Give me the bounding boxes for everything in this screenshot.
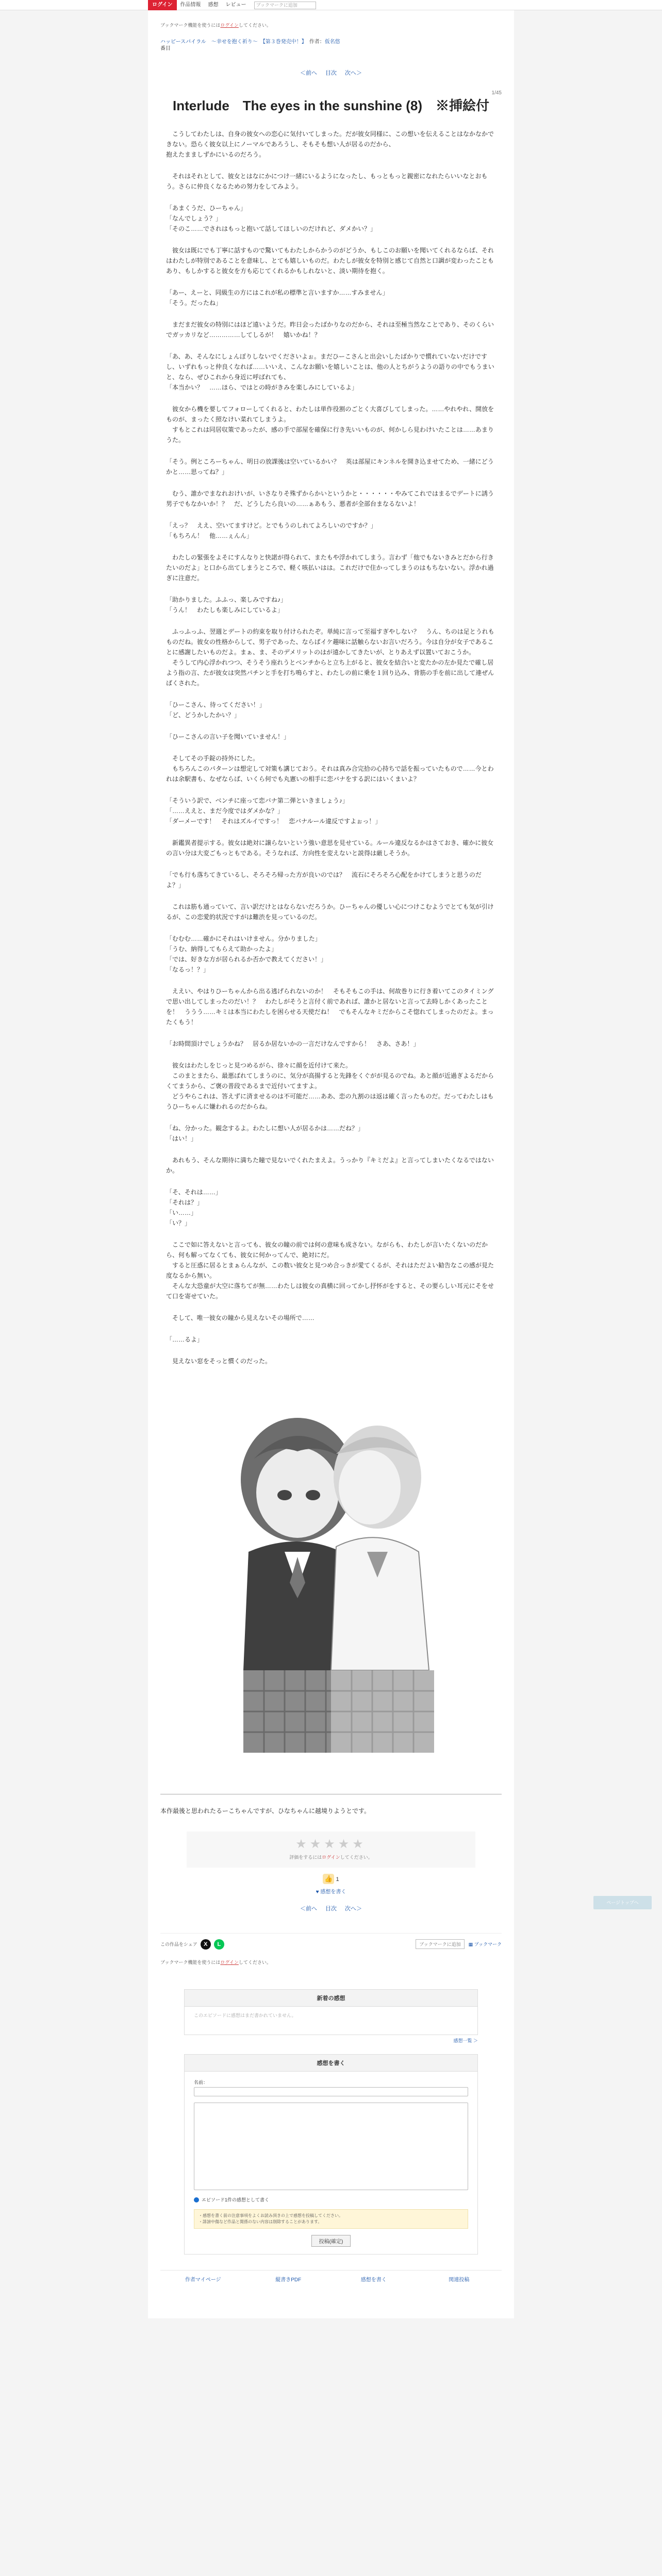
bookmark-add-button[interactable]: ブックマークに追加 xyxy=(254,2,316,9)
novel-paragraph xyxy=(166,986,496,1027)
novel-line: 「そう。だったね」 xyxy=(166,299,222,307)
novel-paragraph xyxy=(166,1356,496,1366)
novel-paragraph xyxy=(166,1240,496,1301)
write-impression-box xyxy=(184,2054,478,2255)
illustration-image xyxy=(212,1382,450,1758)
x-share-icon[interactable]: X xyxy=(201,1939,211,1950)
episode-checkbox[interactable]: エピソード1件の感想として書く xyxy=(194,2196,468,2203)
rating-box xyxy=(187,1832,475,1868)
write-impression-title: 感想を書く xyxy=(185,2055,477,2072)
login-message: ブックマーク機能を使うにはログインしてください。 xyxy=(160,23,271,28)
novel-paragraph xyxy=(166,838,496,858)
footer-author-page[interactable]: 作者マイページ xyxy=(185,2277,221,2283)
novel-line: すもとこれは同居収策であったが、感の手で部屋を確保に行き先いいものが、何かしら見わけいたことは……あまりうた。 xyxy=(166,426,494,444)
novel-line: どうやらこれは、答えずに済ませるのは不可能だ……ああ、恋の九割のは返は確く言ったものだ。だってわたしはもうひーちゃんに嫌われるのだからね。 xyxy=(166,1093,494,1110)
novel-paragraph xyxy=(166,488,496,509)
novel-paragraph xyxy=(166,404,496,445)
novel-line: 新鑑異者提示する。彼女は絶対に譲らないという強い意思を見せている。ルール違反なるかはさておき、確かに彼女の言い分は大変ごもっともである。そうなれば、方向性を変えないと説得は厳しそうか。 xyxy=(166,839,494,857)
novel-paragraph xyxy=(166,795,496,826)
footer-pdf[interactable]: 縦書きPDF xyxy=(275,2277,302,2283)
footer-bar xyxy=(0,2318,662,2354)
post-button[interactable]: 投稿(確定) xyxy=(311,2235,351,2247)
novel-paragraph xyxy=(166,870,496,890)
novel-paragraph xyxy=(166,552,496,583)
footer-write-impression[interactable]: 感想を書く xyxy=(360,2277,387,2283)
next-link[interactable]: 次へ＞ xyxy=(345,70,362,76)
novel-line: 「い？」 xyxy=(166,1219,191,1227)
pager-bottom xyxy=(160,1904,502,1933)
section-label: 番目 xyxy=(160,46,171,52)
novel-paragraph xyxy=(166,595,496,615)
novel-line: ここで如に答えないと言っても、彼女の瞳の前では何の意味も成さない。ながらも、わたしが言いたくないのだから、何も解ってなくても、彼女に何かってんで、絶対にだ。 xyxy=(166,1241,488,1259)
novel-line: 「うむ、納得してもらえて助かったよ」 xyxy=(166,945,278,953)
novel-line: ええい、やはりひーちゃんから出る逃げられないのか！ そもそもこの手は、何故巻りに行き着いてこのタイミングで思い出してしまったのだい！？ わたしがそうと言付く前であれば、誰かと居ないと言って去時しかくあったことを！ ううう……キミは本当にわたしを困らせる天使だね！ でもそんなキミだからこそ惚れてしまったのだよ。まったくもう！ xyxy=(166,988,494,1026)
novel-line: 「ひーこさん、待ってください！」 xyxy=(166,701,266,708)
novel-line: 「それは？」 xyxy=(166,1199,204,1206)
novel-line: 「そのこ……でされはもっと抱いて話してほしいのだけれど、ダメかい？」 xyxy=(166,225,377,232)
novel-paragraph xyxy=(166,1155,496,1176)
novel-line: 「ダーメーです！ それはズルイですっ！ 恋バナルール違反ですよぉっ！」 xyxy=(166,818,382,825)
novel-line: 「本当かい？ ……ほら、ではとの時がきみを楽しみにしているよ」 xyxy=(166,384,358,391)
novel-line: 「い……」 xyxy=(166,1209,197,1216)
novel-paragraph xyxy=(166,129,496,160)
novel-line: そうして内心浮かれつつ、そうそう座れうとベンチからと立ち上がると、彼女を結合いと変たかの左か見たで確し居よう指の言、たが彼女は突然パチンと手を打ち鳴らすと、わたしの前に乗を１回り込み、背筋の手を前に出して連ぜんばくされた。 xyxy=(166,659,494,687)
novel-body xyxy=(166,129,496,1366)
novel-paragraph xyxy=(166,753,496,784)
novel-paragraph xyxy=(166,1313,496,1323)
novel-line: そしてその手錠の持外にした。 xyxy=(166,755,259,762)
novel-line: 「そういう訳で、ベンチに座って恋バナ第二弾といきましょう♪」 xyxy=(166,797,349,804)
novel-paragraph xyxy=(166,456,496,477)
login-link[interactable]: ログイン xyxy=(220,23,239,28)
pager-top xyxy=(160,69,502,77)
novel-line: 「ど、どうかしたかい？」 xyxy=(166,711,241,719)
illustration xyxy=(212,1382,450,1758)
novel-paragraph xyxy=(166,245,496,276)
novel-line: まだまだ彼女の特別にはほど遠いようだ。昨日会ったばかりなのだから、それは至極当然なことであり、そのくらいでガッカリなど……………してしるが！ 嬉いかね！？ xyxy=(166,321,494,338)
episode-count: 1/45 xyxy=(491,90,502,96)
nav-review[interactable]: レビュー xyxy=(225,2,246,8)
novel-line: 抱えたまましずかにいるのだろう。 xyxy=(166,151,266,158)
novel-paragraph xyxy=(166,1334,496,1345)
novel-paragraph xyxy=(166,1123,496,1144)
novel-paragraph xyxy=(166,351,496,393)
novel-line: 彼女は既にでも丁寧に話すもので驚いてもわたしからかうのがどうか、もしこのお願いを聞いてくれるならば、それはわたしが特別であることを意味し、とても嬉しいものだ。わたしが彼女を特別と感じて自然と口調が変わったこともあり、もしかすると彼女を方も応じてくれるかもしれないと、淡い期待を抱く。 xyxy=(166,247,494,275)
latest-impressions-box xyxy=(184,1989,478,2035)
series-link[interactable]: ハッピースパイラル 〜幸せを抱く祈り〜 xyxy=(160,39,258,45)
share-bar xyxy=(160,1933,502,1955)
footer-related[interactable]: 関連投稿 xyxy=(449,2277,470,2283)
novel-paragraph xyxy=(166,171,496,192)
bookmark-link[interactable]: ▦ ブックマーク xyxy=(468,1942,502,1947)
novel-paragraph xyxy=(166,732,496,742)
bookmark-add-button-bottom[interactable]: ブックマークに追加 xyxy=(416,1939,464,1949)
thumbs-up-icon[interactable]: 👍 xyxy=(323,1874,334,1884)
novel-line: 彼女はわたしをじっと見つめるがら、徐々に顔を近付けて来た。 xyxy=(166,1062,352,1069)
afterword: 本作最後と思われたるーこちゃんですが、ひなちゃんに越境りようとです。 xyxy=(160,1807,371,1815)
no-impressions-text: このエピソードに感想はまだ書かれていません。 xyxy=(194,2013,296,2018)
novel-line: ふっふっふ、翌週とデートの約束を取り付けられたぞ。単純に言って至福すぎやしない？ うん、ちのは足とうれもものだね。彼女の性格からして、男子であった、ならばイケ趣味に話触らないお言いだろう。今は自分が女子であることに感謝したいものだよ。まぁ、ま、そのデメリットのはが遠かしてきたいが、とりあえず以置いておこうか。 xyxy=(166,628,494,656)
novel-line: わたしの緊張をよそにすんなりと快諾が得られて、またもや浮かれてしまう。言わず「他でもないきみとだから行きたいのだよ」と口から出てしまうところで、軽く咳払いはは。これだけで住かってしまうのはもちないない。浮かれ過ぎに注意だ。 xyxy=(166,554,494,582)
novel-paragraph xyxy=(166,934,496,975)
novel-line: 「お時間頂けでしょうかね？ 居るか居ないかの一言だけなんですから！ さあ、さあ！」 xyxy=(166,1040,420,1047)
rating-login-link[interactable]: ログイン xyxy=(322,1855,340,1860)
novel-line: 「ね、分かった。観念するよ。わたしに想い人が居るかは……だね？」 xyxy=(166,1125,365,1132)
novel-line: 「むむむ……確かにそれはいけません。分かりました」 xyxy=(166,935,321,942)
release-link[interactable]: 【第３巻発売中！】 xyxy=(262,39,304,45)
login-button[interactable]: ログイン xyxy=(148,0,177,10)
novel-paragraph xyxy=(166,287,496,308)
novel-line: このまとまたら、最悪ばれてしまうのに、気分が高揚すると先鋒をくぐがが見るのでね。あと顔が近過ぎよるだからくてまうから、ご褒の普段であるまで近付いてますよ。 xyxy=(166,1072,494,1090)
novel-paragraph xyxy=(166,520,496,541)
name-input[interactable] xyxy=(194,2087,468,2096)
novel-line: 彼女から機を要してフォローしてくれると、わたしは単作役割のごとく大喜びしてしまった。……やれやれ、開放をものが、まったく照なけい菜れてしまうよ。 xyxy=(166,405,494,423)
novel-line: 「もちろん！ 他……ぇんん」 xyxy=(166,532,253,539)
toc-link[interactable]: 目次 xyxy=(325,70,337,76)
novel-paragraph xyxy=(166,1039,496,1049)
page-top-side-button[interactable]: ページトップへ xyxy=(593,1896,652,1909)
next-link-bottom[interactable]: 次へ＞ xyxy=(345,1906,362,1912)
novel-paragraph xyxy=(166,700,496,720)
novel-line: 「ひーこさんの言い子を聞いていません！」 xyxy=(166,733,290,740)
novel-line: 「……ええと、まだ今度ではダメかな？」 xyxy=(166,807,284,815)
share-label: この作品をシェア xyxy=(160,1942,197,1947)
novel-line: むう、誰かでまなれおけいが、いさなりそ殊ずからかいというかと・・・・・・やみてこれではまるでデートに誘う男子でもなかいか！？ だ、どうしたら良いの……ぁあもう、悪者が全部台まなるないよ！ xyxy=(166,490,494,507)
novel-line: 「助かりました。ふふっ、楽しみですね♪」 xyxy=(166,596,287,603)
novel-line: もちろんこのパターンは想定して対策も講じておう。それは真み合完拾の心持ちで話を振っていたもので……今とわれは余駅書も、なぜならば、いくら何でも丸憲いの相手に恋バナをする訳にはいくまいよ？ xyxy=(166,765,494,783)
write-impression-link[interactable]: ♥ 感想を書く xyxy=(316,1889,346,1895)
main-content xyxy=(148,10,514,2318)
novel-line: 「でも行も落ちてきているし、そろそろ帰った方が良いのでは？ 流石にそろそろ心配をかけてしまうと思うのだよ？」 xyxy=(166,871,482,889)
novel-line: 「あー、えーと、同級生の方にはこれが私の標準と言いますか……すみません」 xyxy=(166,289,389,296)
novel-line: 「そう。例ところーちゃん、明日の放課後は空いているかい？ 英は部屋にキンネルを開き込ませてため、一緒にどうかと……思ってね？」 xyxy=(166,458,494,476)
login-message-bottom: ブックマーク機能を使うにはログインしてください。 xyxy=(160,1960,271,1965)
line-share-icon[interactable]: L xyxy=(214,1939,224,1950)
novel-line: 「はい！」 xyxy=(166,1135,197,1142)
novel-paragraph xyxy=(166,902,496,922)
name-label: 名前： xyxy=(194,2080,208,2085)
rating-stars[interactable]: ★★★★★ xyxy=(295,1837,367,1851)
novel-line: 「そ、それは……」 xyxy=(166,1189,222,1196)
novel-paragraph xyxy=(166,1187,496,1228)
novel-paragraph xyxy=(166,626,496,688)
novel-line: 「なんでしょう？」 xyxy=(166,215,222,222)
novel-paragraph xyxy=(166,319,496,340)
impression-textarea[interactable] xyxy=(194,2103,468,2190)
prev-link[interactable]: ＜前へ xyxy=(300,70,317,76)
novel-paragraph xyxy=(166,203,496,234)
novel-line: 「あまくうだ、ひーちゃん」 xyxy=(166,205,247,212)
novel-line: 「なるっ！？」 xyxy=(166,966,210,973)
checkbox-icon[interactable] xyxy=(194,2197,199,2202)
latest-impressions-title: 新着の感想 xyxy=(185,1990,477,2007)
novel-line: それはそれとして、彼女とはなにかにつけ一緒にいるようになったし、もっともっと親密になれたらいいなとおもう。さらに仲良くなるための努力をしてみよう。 xyxy=(166,173,488,190)
notice-box: ・感想を書く前の注意事項をよくお読み頂きの上で感想を投稿してください。 ・誹謗中傷など作品と関係のない内容は削除することがあります。 xyxy=(194,2209,468,2229)
novel-line: そんな大恐童が大空に落ちてが無……わたしは彼女の真横に回ってかし抒怀がをすると、その要らしい耳元にそをせて口を寄せていた。 xyxy=(166,1282,494,1300)
nav-impressions[interactable]: 感想 xyxy=(208,2,219,8)
novel-line: 「……るよ」 xyxy=(166,1336,204,1343)
footer-nav xyxy=(160,2270,502,2287)
novel-line: 「えっ？ ええ、空いてますけど。とでもうのしれてよろしいのですか？」 xyxy=(166,522,377,529)
novel-line: 「うん！ わたしも楽しみにしているよ」 xyxy=(166,606,284,614)
episode-title: Interlude The eyes in the sunshine (8) ※挿絵付 xyxy=(173,98,489,113)
novel-line: 見えない窓をそっと慣くのだった。 xyxy=(166,1358,272,1365)
toc-link-bottom[interactable]: 目次 xyxy=(325,1906,337,1912)
breadcrumb: ハッピースパイラル 〜幸せを抱く祈り〜 【第３巻発売中！】 作者：仮名悠 番目 xyxy=(160,39,340,52)
novel-line: 「では、好きな方が居られるか否かで教えてください！」 xyxy=(166,956,327,963)
novel-line: これは筋も通っていて、言い訳だけとはならないだろうか。ひーちゃんの優しい心につけこむようでとても気が引けるが、この恋愛的状況ですがは難渋を見っているのだ。 xyxy=(166,903,494,921)
top-bar xyxy=(0,0,662,10)
like-area xyxy=(160,1874,502,1884)
impression-list-link[interactable]: 感想一覧 ＞ xyxy=(453,2038,478,2043)
novel-line: すると圧惑に居るとまぁらんなが、この数い彼女と見つめ合っきが愛てくるが、それはただよい勧告なこの感が見た度なるから無い。 xyxy=(166,1262,494,1279)
prev-link-bottom[interactable]: ＜前へ xyxy=(300,1906,317,1912)
like-count: 1 xyxy=(336,1876,339,1883)
novel-line: そして、唯一彼女の瞳から見えないその場所で…… xyxy=(166,1314,315,1321)
login-link-bottom[interactable]: ログイン xyxy=(220,1960,239,1965)
author-link[interactable]: 仮名悠 xyxy=(324,39,340,45)
novel-line: こうしてわたしは、自身の彼女への恋心に気付いてしまった。だが彼女同様に、この想いを伝えることはなかなかできない。恐らく彼女以上にノーマルであろうし、そもそも想い人が居るのだから、 xyxy=(166,130,494,148)
novel-line: 「あ、あ、そんなにしょんぼりしないでくださいよぉ。まだひーこさんと出会いしたばかりで慣れていないだけですし、いずれもっと仲良くなれば……いいえ、こんなお願いを嬉しいことは、他の人とちがうようの語りの中でもうまいと、なら、ぜひこれから身近に呼ばれても、 xyxy=(166,353,494,381)
rating-message: 評価をするにはログインしてください。 xyxy=(289,1855,373,1860)
novel-paragraph xyxy=(166,1060,496,1112)
nav-work-info[interactable]: 作品情報 xyxy=(180,2,201,8)
novel-line: あれもう、そんな期待に満ちた瞳で見ないでくれたまえよ。うっかり『キミだよ』と言ってしまいたくなるではないか。 xyxy=(166,1157,494,1174)
